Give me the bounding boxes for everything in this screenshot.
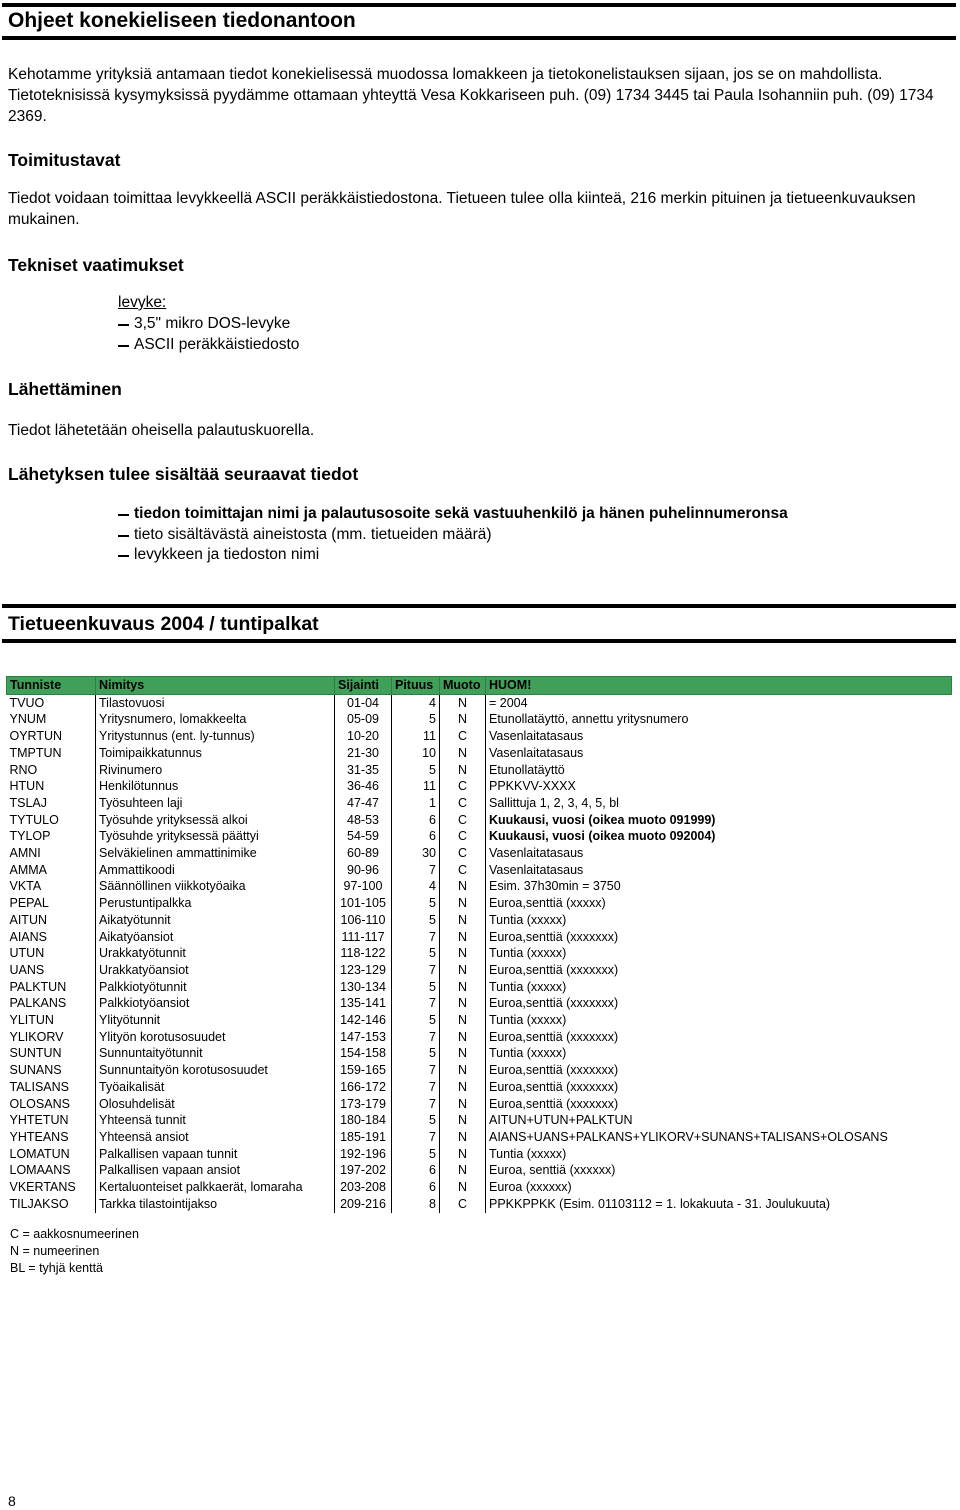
cell-pituus: 7 [392,962,440,979]
table-row [7,828,952,845]
lahettaminen-heading: Lähettäminen [8,379,122,399]
cell-sijainti: 147-153 [335,1029,392,1046]
cell-muoto: N [440,1012,486,1029]
record-table-body [7,694,952,1212]
cell-huom: Esim. 37h30min = 3750 [486,878,952,895]
cell-huom: Tuntia (xxxxx) [486,1045,952,1062]
list-item: 3,5" mikro DOS-levyke [118,314,299,335]
cell-muoto: N [440,711,486,728]
page-title: Ohjeet konekieliseen tiedonantoon [8,9,356,32]
cell-muoto: N [440,745,486,762]
cell-pituus: 7 [392,929,440,946]
cell-tunniste: LOMAANS [9,1163,71,1178]
cell-muoto: N [440,1162,486,1179]
column-header: Tunniste [7,677,96,695]
cell-muoto: C [440,1196,486,1213]
table-row [7,945,952,962]
cell-pituus: 7 [392,1079,440,1096]
table-row [7,1096,952,1113]
cell-pituus: 1 [392,795,440,812]
cell-huom: Etunollatäyttö [486,762,952,779]
cell-tunniste: YLITUN [9,1013,54,1028]
cell-nimitys: Henkilötunnus [96,778,335,795]
cell-muoto: C [440,795,486,812]
cell-huom: Euroa,senttiä (xxxxx) [486,895,952,912]
table-row [7,778,952,795]
legend-item: N = numeerinen [10,1244,100,1258]
cell-pituus: 11 [392,778,440,795]
table-row [7,1012,952,1029]
cell-muoto: N [440,762,486,779]
cell-sijainti: 142-146 [335,1012,392,1029]
cell-tunniste: SUNANS [9,1063,62,1078]
table-row [7,912,952,929]
table-row [7,878,952,895]
cell-sijainti: 130-134 [335,979,392,996]
cell-tunniste: YHTEANS [9,1129,69,1144]
cell-tunniste: VKTA [9,879,42,894]
cell-tunniste: VKERTANS [9,1180,76,1195]
cell-huom: Vasenlaitatasaus [486,745,952,762]
cell-muoto: C [440,812,486,829]
cell-pituus: 5 [392,762,440,779]
cell-nimitys: Työsuhteen laji [96,795,335,812]
cell-sijainti: 97-100 [335,878,392,895]
cell-nimitys: Aikatyötunnit [96,912,335,929]
cell-nimitys: Yritysnumero, lomakkeelta [96,711,335,728]
table-row [7,962,952,979]
cell-sijainti: 01-04 [335,694,392,711]
cell-nimitys: Yhteensä ansiot [96,1129,335,1146]
cell-nimitys: Urakkatyöansiot [96,962,335,979]
column-header: Muoto [440,677,486,695]
table-row [7,1029,952,1046]
table-row [7,1196,952,1213]
cell-nimitys: Rivinumero [96,762,335,779]
table-row [7,711,952,728]
cell-huom: Euroa,senttiä (xxxxxxx) [486,1096,952,1113]
column-header: Pituus [392,677,440,695]
cell-sijainti: 159-165 [335,1062,392,1079]
cell-sijainti: 48-53 [335,812,392,829]
cell-pituus: 5 [392,945,440,962]
table-row [7,745,952,762]
cell-tunniste: TSLAJ [9,795,48,810]
cell-tunniste: SUNTUN [9,1046,62,1061]
cell-huom: Euroa,senttiä (xxxxxxx) [486,1062,952,1079]
table-row [7,1162,952,1179]
cell-pituus: 6 [392,1179,440,1196]
table-row [7,762,952,779]
cell-pituus: 5 [392,895,440,912]
cell-huom: = 2004 [486,694,952,711]
cell-nimitys: Aikatyöansiot [96,929,335,946]
legend [10,1226,139,1277]
table-row [7,1062,952,1079]
cell-nimitys: Urakkatyötunnit [96,945,335,962]
cell-huom: Euroa (xxxxxx) [486,1179,952,1196]
section-rule-top [2,604,956,608]
cell-sijainti: 31-35 [335,762,392,779]
cell-huom: Euroa,senttiä (xxxxxxx) [486,929,952,946]
column-header: Sijainti [335,677,392,695]
cell-sijainti: 54-59 [335,828,392,845]
cell-muoto: N [440,945,486,962]
cell-tunniste: AMNI [9,846,41,861]
cell-tunniste: RNO [9,762,38,777]
cell-tunniste: TALISANS [9,1079,70,1094]
cell-pituus: 4 [392,694,440,711]
cell-nimitys: Yritystunnus (ent. ly-tunnus) [96,728,335,745]
tekniset-list [118,314,299,355]
legend-item: C = aakkosnumeerinen [10,1227,139,1241]
cell-tunniste: LOMATUN [9,1146,70,1161]
toimitustavat-text: Tiedot voidaan toimittaa levykkeellä ASCII peräkkäistiedostona. Tietueen tulee olla kiinteä, 216 merkin pituinen ja tietueenkuvauksen mukainen. [8,190,916,228]
cell-tunniste: UANS [9,962,45,977]
cell-nimitys: Selväkielinen ammattinimike [96,845,335,862]
cell-pituus: 7 [392,862,440,879]
cell-muoto: N [440,929,486,946]
cell-tunniste: TVUO [9,695,45,710]
cell-pituus: 4 [392,878,440,895]
cell-muoto: N [440,1129,486,1146]
cell-sijainti: 47-47 [335,795,392,812]
cell-pituus: 5 [392,711,440,728]
cell-huom: Euroa,senttiä (xxxxxxx) [486,962,952,979]
record-title: Tietueenkuvaus 2004 / tuntipalkat [8,613,319,635]
table-row [7,1079,952,1096]
legend-item: BL = tyhjä kenttä [10,1261,103,1275]
cell-tunniste: TYLOP [9,829,51,844]
cell-sijainti: 197-202 [335,1162,392,1179]
cell-muoto: C [440,845,486,862]
cell-pituus: 7 [392,1029,440,1046]
cell-muoto: N [440,895,486,912]
lahetys-list [118,504,788,566]
cell-sijainti: 203-208 [335,1179,392,1196]
cell-sijainti: 36-46 [335,778,392,795]
cell-muoto: N [440,979,486,996]
cell-sijainti: 101-105 [335,895,392,912]
levyke-label: levyke: [118,294,167,311]
cell-muoto: N [440,694,486,711]
cell-sijainti: 10-20 [335,728,392,745]
cell-sijainti: 166-172 [335,1079,392,1096]
cell-pituus: 5 [392,979,440,996]
table-row [7,895,952,912]
table-header-row [7,677,952,695]
cell-muoto: C [440,778,486,795]
cell-huom: Euroa,senttiä (xxxxxxx) [486,995,952,1012]
page-number: 8 [8,1493,16,1509]
cell-pituus: 5 [392,1012,440,1029]
cell-tunniste: YNUM [9,712,47,727]
cell-sijainti: 21-30 [335,745,392,762]
cell-pituus: 5 [392,912,440,929]
cell-sijainti: 192-196 [335,1146,392,1163]
section-rule-bottom [2,639,956,643]
table-row [7,694,952,711]
cell-tunniste: TILJAKSO [9,1196,69,1211]
cell-muoto: N [440,1062,486,1079]
cell-pituus: 5 [392,1112,440,1129]
cell-huom: AITUN+UTUN+PALKTUN [486,1112,952,1129]
cell-tunniste: YHTETUN [9,1113,69,1128]
cell-nimitys: Palkallisen vapaan tunnit [96,1146,335,1163]
cell-sijainti: 209-216 [335,1196,392,1213]
lahetys-heading: Lähetyksen tulee sisältää seuraavat tiedot [8,464,359,484]
cell-nimitys: Toimipaikkatunnus [96,745,335,762]
table-row [7,995,952,1012]
cell-pituus: 7 [392,995,440,1012]
cell-muoto: C [440,728,486,745]
cell-huom: Vasenlaitatasaus [486,862,952,879]
cell-huom: Tuntia (xxxxx) [486,945,952,962]
cell-pituus: 6 [392,1162,440,1179]
column-header: HUOM! [486,677,952,695]
cell-nimitys: Työsuhde yrityksessä päättyi [96,828,335,845]
cell-muoto: N [440,878,486,895]
cell-huom: Vasenlaitatasaus [486,845,952,862]
cell-nimitys: Kertaluonteiset palkkaerät, lomaraha [96,1179,335,1196]
cell-muoto: C [440,862,486,879]
cell-huom: Euroa,senttiä (xxxxxxx) [486,1029,952,1046]
cell-muoto: N [440,995,486,1012]
cell-sijainti: 90-96 [335,862,392,879]
cell-nimitys: Työsuhde yrityksessä alkoi [96,812,335,829]
cell-pituus: 7 [392,1096,440,1113]
cell-nimitys: Sunnuntaityötunnit [96,1045,335,1062]
cell-nimitys: Työaikalisät [96,1079,335,1096]
lahettaminen-text: Tiedot lähetetään oheisella palautuskuorella. [8,422,315,439]
table-row [7,1146,952,1163]
table-row [7,1129,952,1146]
cell-pituus: 7 [392,1062,440,1079]
cell-huom: Etunollatäyttö, annettu yritysnumero [486,711,952,728]
cell-huom: Tuntia (xxxxx) [486,979,952,996]
cell-muoto: N [440,1096,486,1113]
cell-huom: Vasenlaitatasaus [486,728,952,745]
cell-huom: Tuntia (xxxxx) [486,912,952,929]
cell-huom: Tuntia (xxxxx) [486,1012,952,1029]
cell-pituus: 5 [392,1146,440,1163]
table-row [7,1179,952,1196]
cell-nimitys: Palkkiotyötunnit [96,979,335,996]
table-row [7,795,952,812]
cell-tunniste: YLIKORV [9,1029,64,1044]
cell-sijainti: 111-117 [335,929,392,946]
cell-pituus: 10 [392,745,440,762]
cell-sijainti: 106-110 [335,912,392,929]
cell-tunniste: PALKTUN [9,979,67,994]
cell-tunniste: OYRTUN [9,729,63,744]
cell-pituus: 30 [392,845,440,862]
cell-tunniste: TMPTUN [9,745,62,760]
cell-muoto: N [440,962,486,979]
cell-nimitys: Perustuntipalkka [96,895,335,912]
cell-sijainti: 135-141 [335,995,392,1012]
cell-huom: Euroa, senttiä (xxxxxx) [486,1162,952,1179]
cell-pituus: 8 [392,1196,440,1213]
cell-pituus: 6 [392,828,440,845]
list-item: tiedon toimittajan nimi ja palautusosoite sekä vastuuhenkilö ja hänen puhelinnumeronsa [118,504,788,525]
cell-tunniste: TYTULO [9,812,59,827]
cell-huom: Kuukausi, vuosi (oikea muoto 091999) [486,812,952,829]
table-row [7,812,952,829]
cell-nimitys: Yhteensä tunnit [96,1112,335,1129]
cell-tunniste: UTUN [9,946,45,961]
table-row [7,728,952,745]
cell-pituus: 11 [392,728,440,745]
cell-nimitys: Sunnuntaityön korotusosuudet [96,1062,335,1079]
cell-huom: PPKKPPKK (Esim. 01103112 = 1. lokakuuta - 31. Joulukuuta) [486,1196,952,1213]
tekniset-heading: Tekniset vaatimukset [8,255,184,275]
intro-paragraph: Kehotamme yrityksiä antamaan tiedot konekielisessä muodossa lomakkeen ja tietokonelistauksen sijaan, jos se on mahdollista. Tietoteknisissä kysymyksissä pyydämme ottamaan yhteyttä Vesa Kokkariseen puh. (09) 1734 3445 tai Paula Isohanniin puh. (09) 1734 2369. [8,66,934,125]
cell-muoto: C [440,828,486,845]
cell-huom: Euroa,senttiä (xxxxxxx) [486,1079,952,1096]
table-row [7,929,952,946]
cell-sijainti: 185-191 [335,1129,392,1146]
cell-tunniste: AITUN [9,912,47,927]
cell-huom: PPKKVV-XXXX [486,778,952,795]
cell-huom: Tuntia (xxxxx) [486,1146,952,1163]
cell-tunniste: OLOSANS [9,1096,70,1111]
cell-sijainti: 154-158 [335,1045,392,1062]
cell-huom: Sallittuja 1, 2, 3, 4, 5, bl [486,795,952,812]
cell-pituus: 5 [392,1045,440,1062]
cell-muoto: N [440,912,486,929]
cell-tunniste: AMMA [9,862,47,877]
cell-muoto: N [440,1179,486,1196]
list-item: tieto sisältävästä aineistosta (mm. tietueiden määrä) [118,525,788,546]
cell-nimitys: Olosuhdelisät [96,1096,335,1113]
column-header: Nimitys [96,677,335,695]
cell-muoto: N [440,1112,486,1129]
cell-muoto: N [440,1146,486,1163]
cell-sijainti: 173-179 [335,1096,392,1113]
cell-muoto: N [440,1045,486,1062]
table-row [7,1112,952,1129]
cell-muoto: N [440,1029,486,1046]
toimitustavat-heading: Toimitustavat [8,150,121,170]
cell-huom: Kuukausi, vuosi (oikea muoto 092004) [486,828,952,845]
cell-nimitys: Ylityön korotusosuudet [96,1029,335,1046]
cell-pituus: 7 [392,1129,440,1146]
cell-muoto: N [440,1079,486,1096]
cell-nimitys: Säännöllinen viikkotyöaika [96,878,335,895]
cell-sijainti: 118-122 [335,945,392,962]
cell-sijainti: 05-09 [335,711,392,728]
cell-tunniste: HTUN [9,779,45,794]
cell-sijainti: 123-129 [335,962,392,979]
cell-huom: AIANS+UANS+PALKANS+YLIKORV+SUNANS+TALISANS+OLOSANS [486,1129,952,1146]
cell-tunniste: PALKANS [9,996,67,1011]
cell-nimitys: Palkallisen vapaan ansiot [96,1162,335,1179]
list-item: ASCII peräkkäistiedosto [118,335,299,356]
list-item: levykkeen ja tiedoston nimi [118,545,788,566]
cell-nimitys: Tarkka tilastointijakso [96,1196,335,1213]
table-row [7,862,952,879]
record-table [6,676,952,1213]
cell-nimitys: Ylityötunnit [96,1012,335,1029]
cell-nimitys: Palkkiotyöansiot [96,995,335,1012]
table-row [7,1045,952,1062]
cell-pituus: 6 [392,812,440,829]
cell-sijainti: 180-184 [335,1112,392,1129]
cell-sijainti: 60-89 [335,845,392,862]
cell-nimitys: Ammattikoodi [96,862,335,879]
cell-tunniste: PEPAL [9,896,49,911]
table-row [7,979,952,996]
table-row [7,845,952,862]
title-rule [2,36,956,40]
cell-nimitys: Tilastovuosi [96,694,335,711]
cell-tunniste: AIANS [9,929,48,944]
